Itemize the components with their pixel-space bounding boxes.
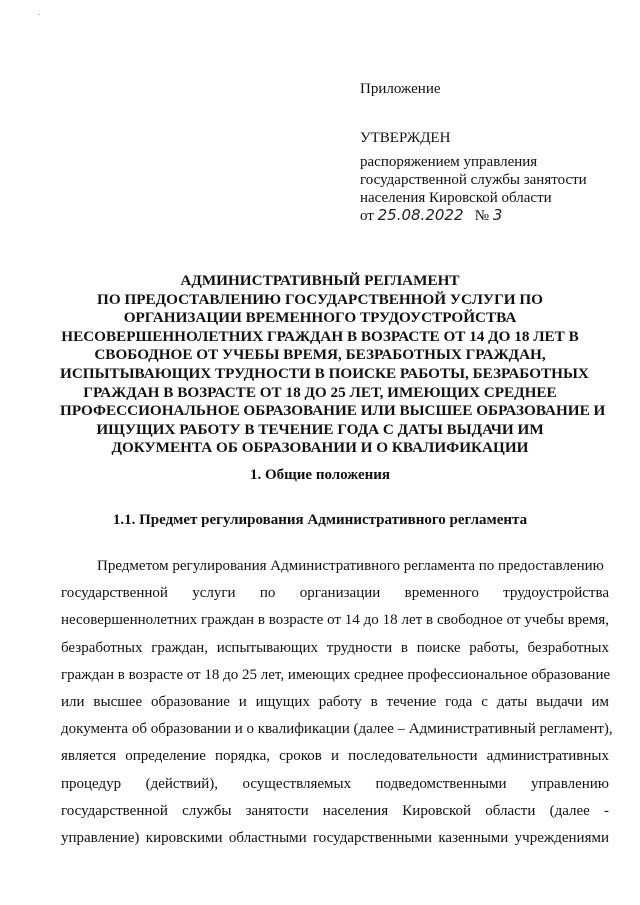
document-title [60,272,606,458]
approval-line: распоряжением управления [360,154,538,170]
title-line: СВОБОДНОЕ ОТ УЧЕБЫ ВРЕМЯ, БЕЗРАБОТНЫХ ГРАЖДАН, [94,346,546,364]
approval-date-line [360,206,502,225]
body-line: безработных граждан, испытывающих трудности в поиске работы, безработных [61,639,609,656]
title-line: ИЩУЩИХ РАБОТУ В ТЕЧЕНИЕ ГОДА С ДАТЫ ВЫДАЧИ ИМ [96,420,544,438]
body-line: процедур (действий), осуществляемых подведомственными управлению [61,775,609,792]
body-line: является определение порядка, сроков и последовательности административных [61,748,609,765]
title-line: ГРАЖДАН В ВОЗРАСТЕ ОТ 18 ДО 25 ЛЕТ, ИМЕЮЩИХ СРЕДНЕЕ [83,383,557,401]
handwritten-date: 25.08.2022 [377,206,464,224]
number-sign: № [474,208,490,224]
handwritten-number: 3 [492,206,503,224]
title-line: ПО ПРЕДОСТАВЛЕНИЮ ГОСУДАРСТВЕННОЙ УСЛУГИ ПО [97,290,543,308]
section-heading: 1. Общие положения [249,467,391,483]
body-line: управление) кировскими областными государственными казенными учреждениями [61,829,609,846]
body-line: или высшее образование и ищущих работу в течение года с даты выдачи им [61,693,609,710]
approval-line: населения Кировской области [360,190,552,206]
title-line: НЕСОВЕРШЕННОЛЕТНИХ ГРАЖДАН В ВОЗРАСТЕ ОТ 14 ДО 18 ЛЕТ В [61,327,579,345]
title-line: ИСПЫТЫВАЮЩИХ ТРУДНОСТИ В ПОИСКЕ РАБОТЫ, БЕЗРАБОТНЫХ [60,364,589,382]
body-line: граждан в возрасте от 18 до 25 лет, имеющих среднее профессиональное образование [61,666,611,683]
title-line: АДМИНИСТРАТИВНЫЙ РЕГЛАМЕНТ [180,272,460,289]
approved-label: УТВЕРЖДЕН [360,130,451,146]
title-line: ОРГАНИЗАЦИИ ВРЕМЕННОГО ТРУДОУСТРОЙСТВА [123,309,517,327]
body-paragraph [61,553,613,852]
subsection-heading: 1.1. Предмет регулирования Административного регламента [112,512,528,528]
title-line: ДОКУМЕНТА ОБ ОБРАЗОВАНИИ И О КВАЛИФИКАЦИИ [111,439,529,457]
body-line: государственной услуги по организации временного трудоустройства [61,585,609,602]
date-prefix: от [360,208,374,224]
body-line: несовершеннолетних граждан в возрасте от 14 до 18 лет в свободное от учебы время, [61,612,609,629]
body-line: документа об образовании и о квалификации (далее – Административный регламент), [61,721,613,738]
body-line: Предметом регулирования Административного регламента по предоставлению [97,558,604,574]
body-line: государственной службы занятости населения Кировской области (далее - [61,802,609,819]
scan-speck [38,14,40,15]
approval-line: государственной службы занятости [360,172,587,188]
title-line: ПРОФЕССИОНАЛЬНОЕ ОБРАЗОВАНИЕ ИЛИ ВЫСШЕЕ ОБРАЗОВАНИЕ И [60,402,606,420]
appendix-label: Приложение [360,81,441,97]
